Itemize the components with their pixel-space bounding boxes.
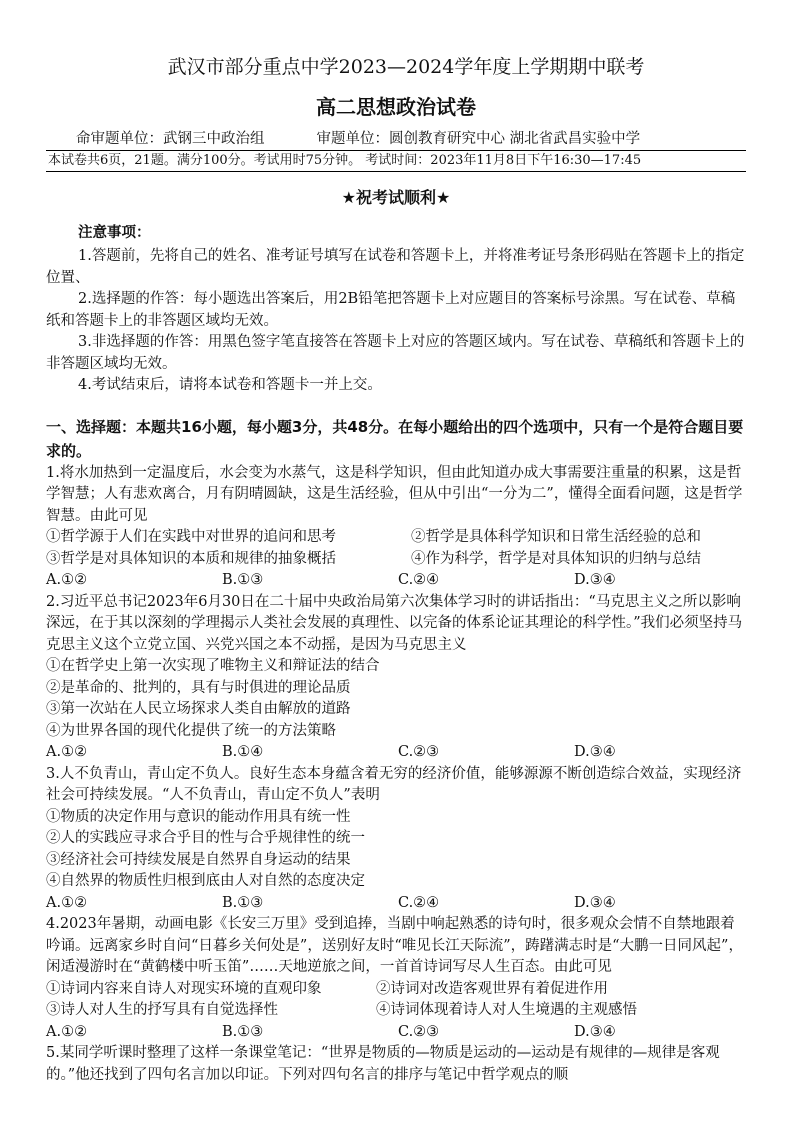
question-stem: 3.人不负青山，青山定不负人。良好生态本身蕴含着无穷的经济价值，能够源源不断创造综合效益，实现经济社会可持续发展。“人不负青山，青山定不负人”表明 xyxy=(46,765,742,803)
answer-choices xyxy=(46,570,746,592)
answer-choice: B.①④ xyxy=(222,744,264,760)
option-item: ②人的实践应寻求合乎目的性与合乎规律性的统一 xyxy=(46,830,365,846)
option-item: ②哲学是具体科学知识和日常生活经验的总和 xyxy=(411,529,701,545)
answer-choice: B.①③ xyxy=(222,894,264,911)
option-item: ①哲学源于人们在实践中对世界的追问和思考 xyxy=(46,529,336,545)
option-row xyxy=(46,527,746,549)
answer-choice: A.①② xyxy=(46,744,88,760)
option-item: ③诗人对人生的抒写具有自觉选择性 xyxy=(46,1002,278,1018)
option-item: ③第一次站在人民立场探求人类自由解放的道路 xyxy=(46,701,351,717)
note-item: 3.非选择题的作答：用黑色签字笔直接答在答题卡上对应的答题区域内。写在试卷、草稿纸和答题卡上的非答题区域均无效。 xyxy=(46,334,745,372)
review-unit: 审题单位：圆创教育研究中心 湖北省武昌实验中学 xyxy=(316,131,641,147)
answer-choice: D.③④ xyxy=(574,744,616,760)
answer-choice: D.③④ xyxy=(574,1023,616,1040)
answer-choice: C.②③ xyxy=(398,1023,440,1040)
question-stem: 4.2023年暑期，动画电影《长安三万里》受到追捧，当剧中响起熟悉的诗句时，很多观众会情不自禁地跟着吟诵。远离家乡时自问“日暮乡关何处是”，送别好友时“唯见长江天际流”，踌躇满志时是“大鹏一日同风起”，闲适漫游时在“黄鹤楼中听玉笛”……天地逆旅之间，一首首诗词写尽人生百态。由此可见 xyxy=(46,916,743,975)
note-item: 1.答题前，先将自己的姓名、准考证号填写在试卷和答题卡上，并将准考证号条形码贴在答题卡上的指定位置、 xyxy=(46,248,745,286)
author-units xyxy=(46,128,746,151)
answer-choice: B.①③ xyxy=(222,572,264,588)
answer-choice: D.③④ xyxy=(574,572,616,588)
question-2 xyxy=(46,592,746,764)
option-item: ①诗词内容来自诗人对现实环境的直观印象 xyxy=(46,980,322,997)
option-item: ④作为科学，哲学是对具体知识的归纳与总结 xyxy=(411,550,701,567)
option-row xyxy=(46,979,746,1001)
option-row xyxy=(46,549,746,571)
answer-choice: A.①② xyxy=(46,1023,88,1040)
option-item: ③哲学是对具体知识的本质和规律的抽象概括 xyxy=(46,550,336,567)
answer-choice: D.③④ xyxy=(574,894,616,911)
question-4 xyxy=(46,914,746,1043)
answer-choices xyxy=(46,893,746,915)
option-item: ④诗词体现着诗人对人生境遇的主观感悟 xyxy=(376,1002,637,1018)
question-stem: 5.某同学听课时整理了这样一条课堂笔记：“世界是物质的—物质是运动的—运动是有规律的—规律是客观的。”他还找到了四句名言加以印证。下列对四句名言的排序与笔记中哲学观点的顺 xyxy=(46,1045,720,1083)
question-stem: 1.将水加热到一定温度后，水会变为水蒸气，这是科学知识，但由此知道办成大事需要注重量的积累，这是哲学智慧；人有悲欢离合，月有阴晴圆缺，这是生活经验，但从中引出“一分为二”，懂得全面看问题，这是哲学智慧。由此可见 xyxy=(46,464,743,524)
subject-title: 高二思想政治试卷 xyxy=(316,95,476,119)
question-1 xyxy=(46,463,746,592)
option-item: ①物质的决定作用与意识的能动作用具有统一性 xyxy=(46,808,351,825)
answer-choice: B.①③ xyxy=(222,1023,264,1040)
option-row xyxy=(46,1000,746,1022)
option-item: ②是革命的、批判的，具有与时俱进的理论品质 xyxy=(46,679,351,696)
notes-title: 注意事项： xyxy=(78,225,151,241)
section-title: 一、选择题：本题共16小题，每小题3分，共48分。在每小题给出的四个选项中，只有一个是符合题目要求的。 xyxy=(46,417,744,460)
answer-choice: A.①② xyxy=(46,572,88,588)
answer-choice: C.②④ xyxy=(398,894,440,911)
exam-page xyxy=(46,52,746,1086)
note-item: 4.考试结束后，请将本试卷和答题卡一并上交。 xyxy=(78,377,382,393)
option-item: ②诗词对改造客观世界有着促进作用 xyxy=(376,980,608,997)
question-3 xyxy=(46,764,746,915)
note-item: 2.选择题的作答：每小题选出答案后，用2B铅笔把答题卡上对应题目的答案标号涂黑。写在试卷、草稿纸和答题卡上的非答题区域均无效。 xyxy=(46,291,736,329)
question-list xyxy=(46,463,746,1087)
propose-unit: 命审题单位：武钢三中政治组 xyxy=(76,131,265,147)
answer-choices xyxy=(46,742,746,764)
question-5 xyxy=(46,1043,746,1086)
option-item: ④为世界各国的现代化提供了统一的方法策略 xyxy=(46,722,336,739)
answer-choice: A.①② xyxy=(46,894,88,911)
answer-choices xyxy=(46,1022,746,1044)
option-item: ③经济社会可持续发展是自然界自身运动的结果 xyxy=(46,851,351,868)
answer-choice: C.②③ xyxy=(398,744,440,760)
good-luck-banner: ★祝考试顺利★ xyxy=(341,188,451,207)
option-item: ④自然界的物质性归根到底由人对自然的态度决定 xyxy=(46,873,365,889)
exam-info: 本试卷共6页，21题。满分100分。考试用时75分钟。 考试时间：2023年11月8日下午16:30—17:45 xyxy=(46,151,746,172)
answer-choice: C.②④ xyxy=(398,572,440,588)
question-stem: 2.习近平总书记2023年6月30日在二十届中央政治局第六次集体学习时的讲话指出：“马克思主义之所以影响深远，在于其以深刻的学理揭示人类社会发展的真理性、以完备的体系论证其理论的科学性。”我们必须坚持马克思主义这个立党立国、兴党兴国之本不动摇，是因为马克思主义 xyxy=(46,593,743,653)
option-item: ①在哲学史上第一次实现了唯物主义和辩证法的结合 xyxy=(46,658,380,674)
exam-title: 武汉市部分重点中学2023—2024学年度上学期期中联考 xyxy=(167,56,645,78)
